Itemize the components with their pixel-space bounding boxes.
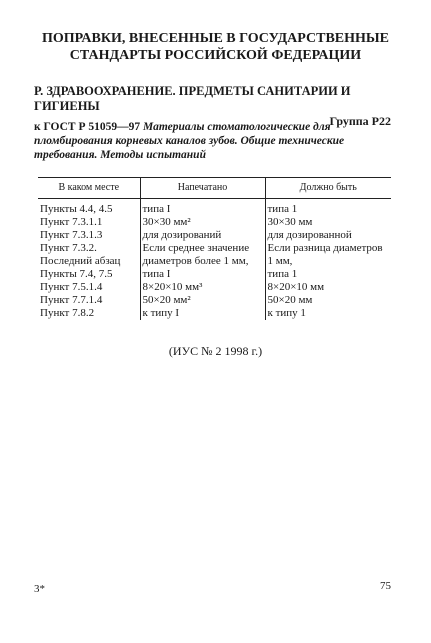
cell-should-be: типа 1 (265, 199, 391, 217)
cell-printed: типа I (140, 199, 265, 217)
header-should-be: Должно быть (265, 178, 391, 199)
cell-should-be: Если разница диаметров 1 мм, (265, 242, 391, 268)
cell-printed: к типу I (140, 307, 265, 320)
cell-location: Пункт 7.5.1.4 (40, 281, 103, 293)
cell-should-be: 8×20×10 мм (265, 281, 391, 294)
table-row (38, 294, 391, 307)
page-number: 75 (380, 580, 391, 592)
table-row (38, 307, 391, 320)
cell-location: Пункты 4.4, 4.5 (40, 203, 113, 215)
cell-location: Пункт 7.7.1.4 (40, 294, 103, 306)
cell-location: Пункт 7.3.2. Последний абзац (40, 242, 121, 267)
cell-location: Пункт 7.3.1.1 (40, 216, 103, 228)
table-row (38, 268, 391, 281)
cell-printed: 50×20 мм² (140, 294, 265, 307)
issue-reference: (ИУС № 2 1998 г.) (168, 344, 263, 358)
cell-printed: для дозирований (140, 229, 265, 242)
cell-printed: Если среднее значение диаметров более 1 мм, (140, 242, 265, 268)
signature-mark: 3* (34, 583, 45, 595)
title-line-1: ПОПРАВКИ, ВНЕСЕННЫЕ В ГОСУДАРСТВЕННЫЕ (42, 31, 389, 46)
table-row (38, 229, 391, 242)
cell-should-be: к типу 1 (265, 307, 391, 320)
cell-should-be: 30×30 мм (265, 216, 391, 229)
section-name: Р. ЗДРАВООХРАНЕНИЕ. ПРЕДМЕТЫ САНИТАРИИ И ГИГИЕНЫ (34, 84, 351, 113)
cell-should-be: типа 1 (265, 268, 391, 281)
gost-number: к ГОСТ Р 51059—97 (34, 121, 141, 133)
section-group: Группа Р22 (329, 114, 391, 128)
cell-should-be: 50×20 мм (265, 294, 391, 307)
cell-location: Пункт 7.8.2 (40, 307, 95, 319)
cell-should-be: для дозированной (265, 229, 391, 242)
cell-printed: 8×20×10 мм³ (140, 281, 265, 294)
table-row (38, 242, 391, 268)
header-location: В каком месте (38, 178, 140, 199)
title-line-2: СТАНДАРТЫ РОССИЙСКОЙ ФЕДЕРАЦИИ (69, 48, 362, 63)
cell-printed: 30×30 мм² (140, 216, 265, 229)
cell-location: Пункт 7.3.1.3 (40, 229, 103, 241)
cell-printed: типа I (140, 268, 265, 281)
page-title (30, 30, 401, 64)
table-row (38, 281, 391, 294)
cell-location: Пункты 7.4, 7.5 (40, 268, 113, 280)
document-title: Материалы стоматологические для пломбирования корневых каналов зубов. Общие технические требования. Методы испытаний (34, 121, 345, 161)
corrections-table (38, 177, 391, 320)
header-printed: Напечатано (140, 178, 265, 199)
document-reference (34, 120, 391, 162)
table-row (38, 199, 391, 217)
table-row (38, 216, 391, 229)
table-header-row (38, 178, 391, 199)
